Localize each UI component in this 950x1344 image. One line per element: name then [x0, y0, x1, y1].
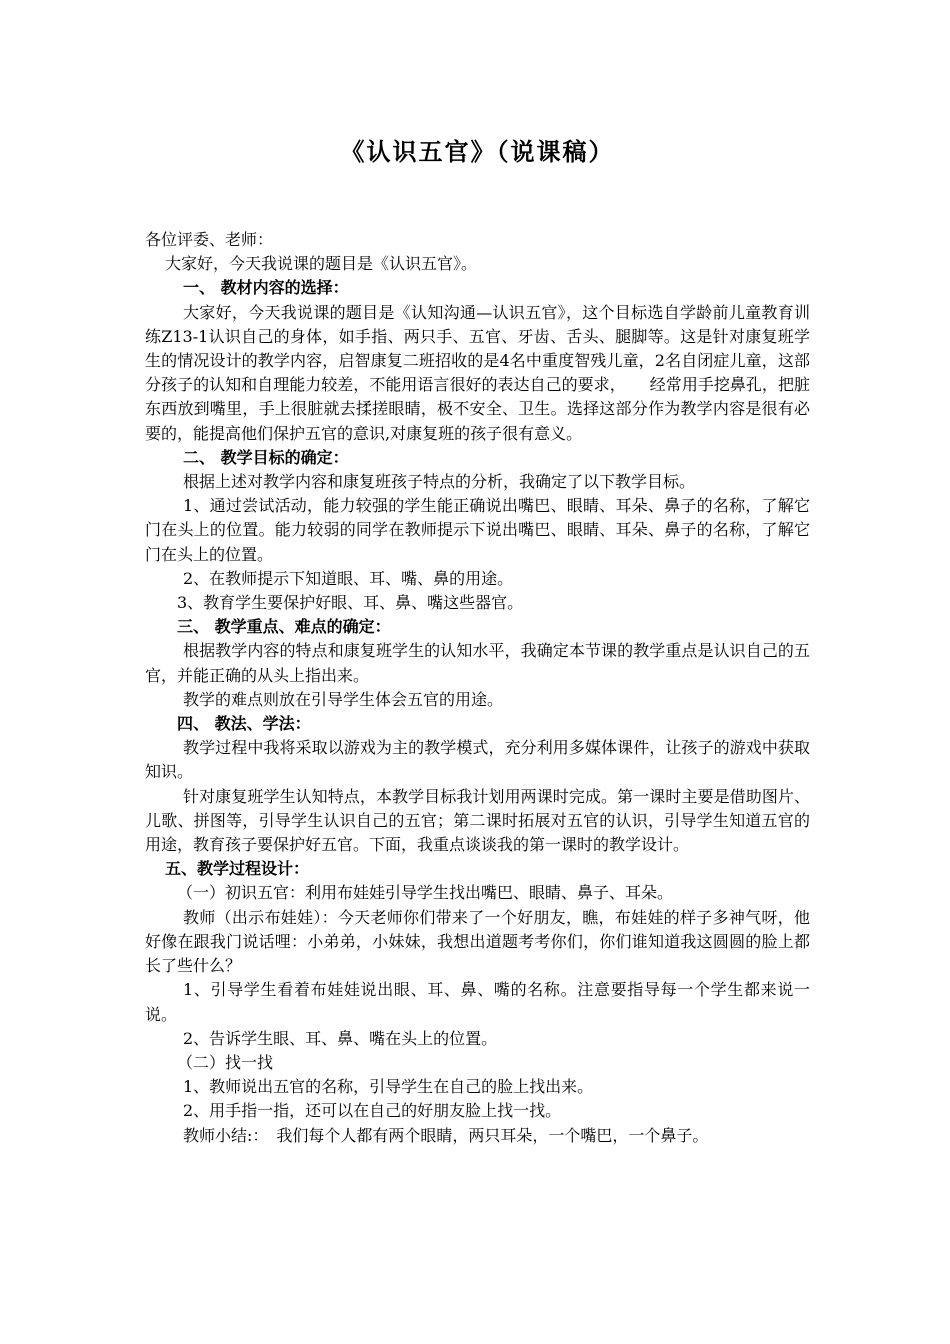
list-item: 1、教师说出五官的名称，引导学生在自己的脸上找出来。 — [183, 1077, 594, 1097]
list-item: 1、通过尝试活动，能力较强的学生能正确说出嘴巴、眼睛、耳朵、鼻子的名称，了解它门在头上的位置。能力较弱的同学在教师提示下说出嘴巴、眼睛、耳朵、鼻子的名称，了解它门在头上的位置。 — [145, 496, 810, 564]
paragraph: 针对康复班学生认知特点，本教学目标我计划用两课时完成。第一课时主要是借助图片、儿歌、拼图等，引导学生认识自己的五官；第二课时拓展对五官的认识，引导学生知道五官的用途，教育孩子要保护好五官。下面，我重点谈谈我的第一课时的教学设计。 — [145, 786, 810, 855]
section-heading-5: 五、教学过程设计： — [165, 859, 310, 879]
paragraph: 教学过程中我将采取以游戏为主的教学模式，充分利用多媒体课件，让孩子的游戏中获取知识。 — [145, 738, 810, 782]
paragraph: 根据教学内容的特点和康复班学生的认知水平，我确定本节课的教学重点是认识自己的五官，并能正确的从头上指出来。 — [145, 641, 810, 685]
list-item: 3、教育学生要保护好眼、耳、鼻、嘴这些器官。 — [177, 593, 524, 613]
subsection-heading: （二）找一找 — [177, 1052, 274, 1072]
greeting: 各位评委、老师： — [145, 230, 274, 249]
list-item: 2、用手指一指，还可以在自己的好朋友脸上找一找。 — [183, 1101, 562, 1121]
document-title: 《认识五官》（说课稿） — [340, 137, 615, 166]
section-heading-4: 四、 教法、学法： — [177, 714, 311, 734]
list-item: 2、在教师提示下知道眼、耳、嘴、鼻的用途。 — [183, 568, 514, 588]
document-body — [145, 228, 810, 1148]
summary-paragraph: 教师小结:： 我们每个人都有两个眼睛，两只耳朵，一个嘴巴，一个鼻子。 — [183, 1125, 709, 1145]
paragraph: 教师（出示布娃娃）：今天老师你们带来了一个好朋友，瞧，布娃娃的样子多神气呀，他好像在跟我门说话哩：小弟弟，小妹妹，我想出道题考考你们，你们谁知道我这圆圆的脸上都长了些什么？ — [145, 907, 810, 976]
list-item: 2、告诉学生眼、耳、鼻、嘴在头上的位置。 — [183, 1028, 498, 1048]
section-heading-3: 三、 教学重点、难点的确定： — [177, 617, 391, 637]
opening-paragraph: 大家好，今天我说课的题目是《认识五官》。 — [165, 254, 478, 274]
subsection-heading: （一）初识五官：利用布娃娃引导学生找出嘴巴、眼睛、鼻子、耳朵。 — [177, 883, 674, 903]
section-heading-2: 二、 教学目标的确定： — [183, 447, 349, 467]
paragraph: 大家好，今天我说课的题目是《认知沟通—认识五官》，这个目标选自学龄前儿童教育训练Z13-1认识自己的身体，如手指、两只手、五官、牙齿、舌头、腿脚等。这是针对康复班学生的情况设计的教学内容，启智康复二班招收的是4名中重度智残儿童，2名自闭症儿童，这部分孩子的认知和自理能力较差，不能用语言很好的表达自己的要求， 经常用手挖鼻孔，把脏东西放到嘴里，手上很脏就去揉搓眼睛，极不安全、卫生。选择这部分作为教学内容是很有必要的，能提高他们保护五官的意识,对康复班的孩子很有意义。 — [145, 302, 810, 443]
paragraph: 教学的难点则放在引导学生体会五官的用途。 — [183, 689, 504, 709]
list-item: 1、引导学生看着布娃娃说出眼、耳、鼻、嘴的名称。注意要指导每一个学生都来说一说。 — [145, 980, 810, 1024]
section-heading-1: 一、 教材内容的选择： — [183, 278, 349, 298]
paragraph: 根据上述对教学内容和康复班孩子特点的分析，我确定了以下教学目标。 — [183, 472, 696, 492]
